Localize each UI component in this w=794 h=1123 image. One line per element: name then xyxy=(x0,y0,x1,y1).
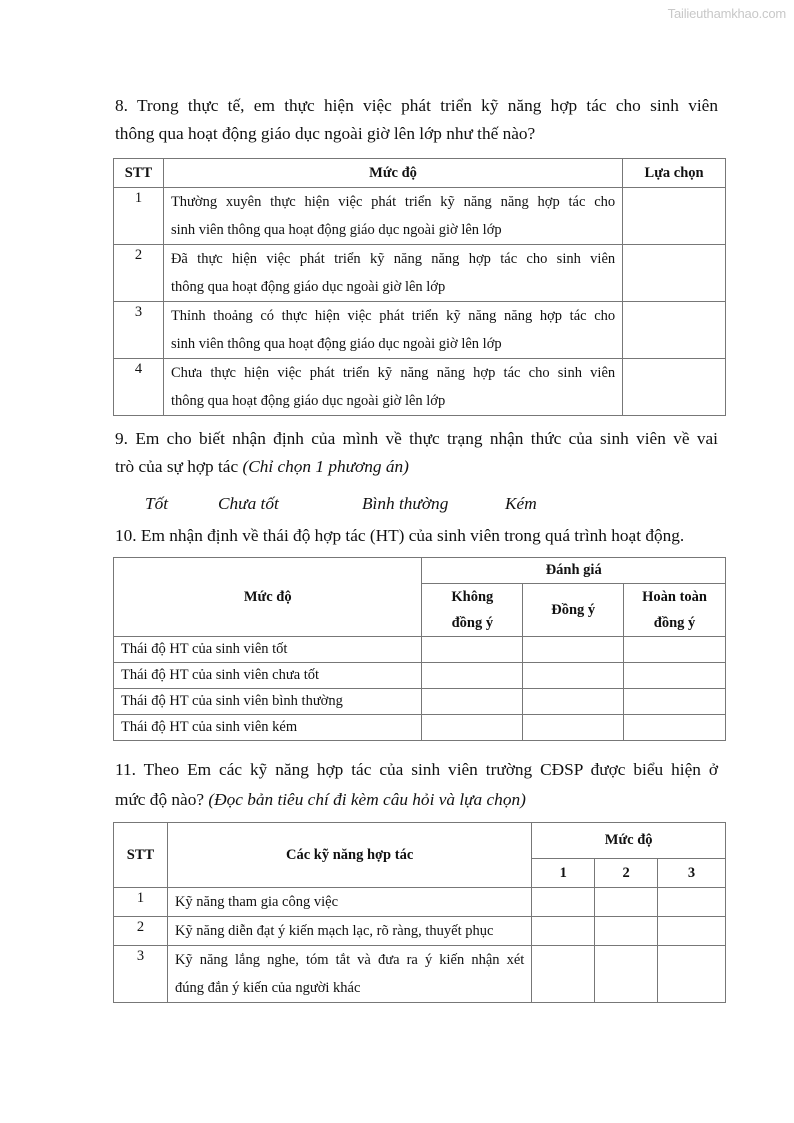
level-cell[interactable] xyxy=(595,888,658,917)
rating-cell[interactable] xyxy=(422,663,523,689)
rating-cell[interactable] xyxy=(523,637,624,663)
option-kem[interactable]: Kém xyxy=(505,494,537,513)
table-row xyxy=(114,946,726,1003)
header-level-3: 3 xyxy=(658,859,726,888)
row-label: Thái độ HT của sinh viên kém xyxy=(114,715,422,741)
table-row xyxy=(114,689,726,715)
rating-cell[interactable] xyxy=(523,715,624,741)
row-text: Thỉnh thoảng có thực hiện việc phát triển kỹ năng năng hợp tác cho sinh viên thông qua hoạt động giáo dục ngoài giờ lên lớp xyxy=(163,302,622,359)
level-cell[interactable] xyxy=(595,946,658,1003)
choice-cell[interactable] xyxy=(623,245,726,302)
header-dong-y: Đồng ý xyxy=(523,584,624,637)
q10-table xyxy=(113,557,726,741)
row-stt: 1 xyxy=(114,888,168,917)
table-row xyxy=(114,715,726,741)
header-hoan-toan-dong-y: Hoàn toàn đồng ý xyxy=(624,584,726,637)
header-muc-do: Mức độ xyxy=(532,823,726,859)
option-tot[interactable]: Tốt xyxy=(145,494,169,513)
choice-cell[interactable] xyxy=(623,188,726,245)
table-row xyxy=(114,663,726,689)
level-cell[interactable] xyxy=(532,946,595,1003)
header-danh-gia: Đánh giá xyxy=(422,558,726,584)
row-text: Kỹ năng tham gia công việc xyxy=(167,888,531,917)
row-text: Kỹ năng diễn đạt ý kiến mạch lạc, rõ ràng, thuyết phục xyxy=(167,917,531,946)
row-text: Đã thực hiện việc phát triển kỹ năng năng hợp tác cho sinh viên thông qua hoạt động giáo dục ngoài giờ lên lớp xyxy=(163,245,622,302)
header-level-2: 2 xyxy=(595,859,658,888)
rating-cell[interactable] xyxy=(523,689,624,715)
row-stt: 3 xyxy=(114,946,168,1003)
rating-cell[interactable] xyxy=(624,663,726,689)
option-binh-thuong[interactable]: Bình thường xyxy=(362,494,449,513)
header-skills: Các kỹ năng hợp tác xyxy=(167,823,531,888)
header-lua-chon: Lựa chọn xyxy=(623,159,726,188)
level-cell[interactable] xyxy=(658,946,726,1003)
q11-table xyxy=(113,822,726,1003)
table-row xyxy=(114,359,726,416)
q8-table xyxy=(113,158,726,416)
row-text: Chưa thực hiện việc phát triển kỹ năng năng hợp tác cho sinh viên thông qua hoạt động giáo dục ngoài giờ lên lớp xyxy=(163,359,622,416)
q10-text: 10. Em nhận định về thái độ hợp tác (HT) của sinh viên trong quá trình hoạt động. xyxy=(115,526,685,545)
q8-line1: 8. Trong thực tế, em thực hiện việc phát triển kỹ năng hợp tác cho sinh viên xyxy=(115,96,718,115)
q8-line2: thông qua hoạt động giáo dục ngoài giờ lên lớp như thế nào? xyxy=(115,124,536,143)
header-stt: STT xyxy=(114,823,168,888)
level-cell[interactable] xyxy=(658,917,726,946)
table-row xyxy=(114,188,726,245)
rating-cell[interactable] xyxy=(523,663,624,689)
level-cell[interactable] xyxy=(532,888,595,917)
rating-cell[interactable] xyxy=(624,637,726,663)
rating-cell[interactable] xyxy=(422,715,523,741)
row-stt: 1 xyxy=(114,188,164,245)
row-label: Thái độ HT của sinh viên tốt xyxy=(114,637,422,663)
table-row xyxy=(114,888,726,917)
option-chua-tot[interactable]: Chưa tốt xyxy=(218,494,279,513)
table-row xyxy=(114,302,726,359)
choice-cell[interactable] xyxy=(623,302,726,359)
level-cell[interactable] xyxy=(532,917,595,946)
rating-cell[interactable] xyxy=(422,637,523,663)
row-text: Kỹ năng lắng nghe, tóm tắt và đưa ra ý kiến nhận xét đúng đắn ý kiến của người khác xyxy=(167,946,531,1003)
q9-line2: trò của sự hợp tác (Chỉ chọn 1 phương án) xyxy=(115,457,409,476)
header-muc-do: Mức độ xyxy=(114,558,422,637)
q11-line1: 11. Theo Em các kỹ năng hợp tác của sinh viên trường CĐSP được biểu hiện ở xyxy=(115,760,718,779)
header-level-1: 1 xyxy=(532,859,595,888)
row-stt: 4 xyxy=(114,359,164,416)
header-muc-do: Mức độ xyxy=(163,159,622,188)
watermark: Tailieuthamkhao.com xyxy=(667,6,786,21)
header-stt: STT xyxy=(114,159,164,188)
rating-cell[interactable] xyxy=(624,715,726,741)
table-row xyxy=(114,917,726,946)
row-stt: 2 xyxy=(114,245,164,302)
q11-line2: mức độ nào? (Đọc bản tiêu chí đi kèm câu hỏi và lựa chọn) xyxy=(115,790,526,809)
table-row xyxy=(114,637,726,663)
rating-cell[interactable] xyxy=(422,689,523,715)
choice-cell[interactable] xyxy=(623,359,726,416)
row-text: Thường xuyên thực hiện việc phát triển kỹ năng năng hợp tác cho sinh viên thông qua hoạt động giáo dục ngoài giờ lên lớp xyxy=(163,188,622,245)
rating-cell[interactable] xyxy=(624,689,726,715)
row-label: Thái độ HT của sinh viên chưa tốt xyxy=(114,663,422,689)
row-stt: 2 xyxy=(114,917,168,946)
header-khong-dong-y: Không đồng ý xyxy=(422,584,523,637)
q9-line1: 9. Em cho biết nhận định của mình về thực trạng nhận thức của sinh viên về vai xyxy=(115,429,718,448)
level-cell[interactable] xyxy=(658,888,726,917)
row-label: Thái độ HT của sinh viên bình thường xyxy=(114,689,422,715)
row-stt: 3 xyxy=(114,302,164,359)
level-cell[interactable] xyxy=(595,917,658,946)
table-row xyxy=(114,245,726,302)
